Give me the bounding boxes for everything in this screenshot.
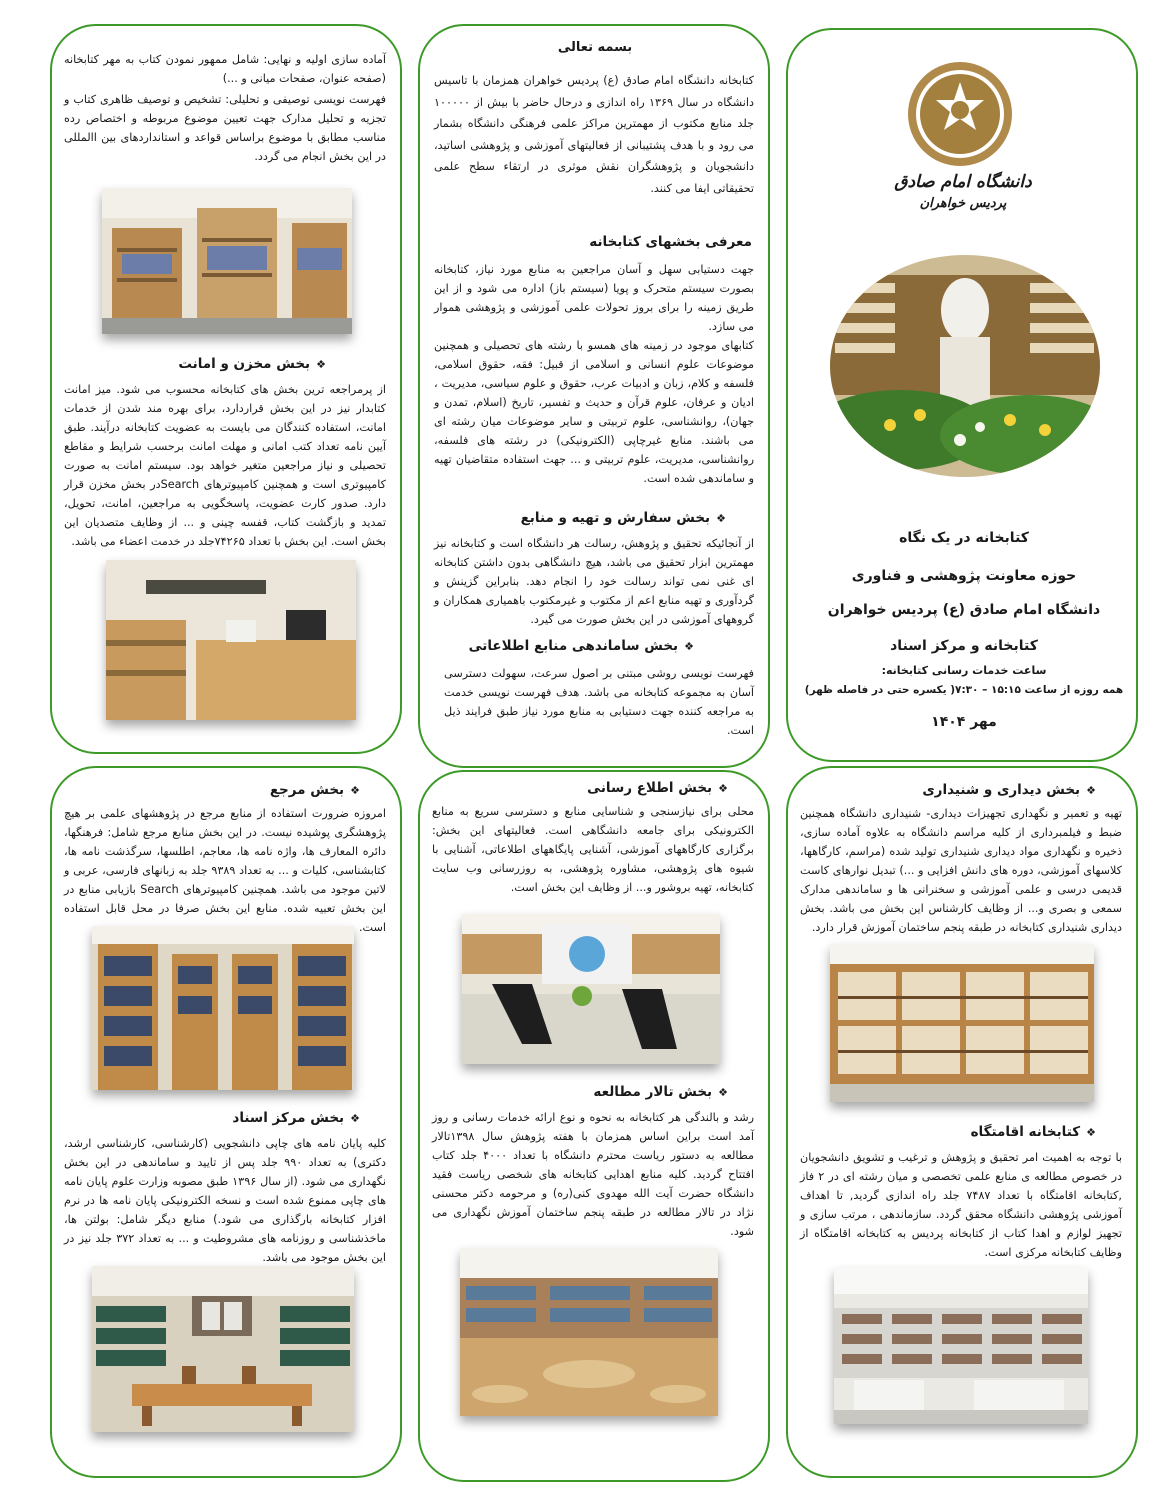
university-logo [906, 60, 1014, 168]
hours-text: همه روزه از ساعت ۱۵:۱۵ – ۷:۳۰( یکسره حتی در فاصله ظهر) [804, 684, 1124, 696]
dorm-text: با توجه به اهمیت امر تحقیق و پژوهش و ترغیب و تشویق دانشجویان در خصوص مطالعه ی منابع علمی تخصصی و میان رشته ای در ۲ فاز ,کتابخانه اقامتگاه با تعداد ۷۴۸۷ جلد راه اندازی گردید, تا اهداف آموزشی پژوهشی دانشگاه محقق گردد. سازماندهی ، مرتب سازی و تجهیز لوازم و اهدا کتاب از کتابخانه پردیس به کتابخانه اقامتگاه از وظایف کتابخانه مرکزی است. [800, 1151, 1122, 1259]
panel-av [786, 766, 1138, 1478]
intro-text: کتابخانه دانشگاه امام صادق (ع) پردیس خواهران همزمان با تاسیس دانشگاه در سال ۱۳۶۹ راه اندازی و درحال حاضر با بیش از ۱۰۰۰۰۰ جلد منابع مکتوب از مهمترین مراکز علمی فرهنگی دانشگاه بشمار می رود و با هدف پشتیبانی از فعالیتهای آموزشی و پژوهشی اساتید، دانشجویان و پژوهشگران نقش موثری در ارتقاء سطح علمی تحقیقاتی ایفا می کنند. [434, 74, 754, 195]
panel-reference [50, 766, 402, 1478]
logo-script-campus: پردیس خواهران [919, 196, 1007, 211]
diamond-bullet-icon: ❖ [350, 1112, 360, 1125]
stacks-photo [102, 188, 352, 334]
logo-script-name: دانشگاه امام صادق [894, 172, 1032, 192]
sections-text-2: کتابهای موجود در زمینه های همسو با رشته های تحصیلی و همچنین موضوعات علوم انسانی و اسلامی از قبیل: فقه، حقوق اسلامی، فلسفه و کلام، زبان و ادبیات عرب، حقوق و علوم سیاسی، مدیریت ، ادیان و عرفان، علوم قرآن و حدیث و تفسیر، تاریخ (اسلام، تمدن و جهان)، روانشناسی، علوم تربیتی و سایر موضوعات میان رشته ای می باشند. منابع غیرچاپی (الکترونیکی) در رشته های فلسفه، روانشناسی، مدیریت، علوم تربیتی و ... جهت استفاده متقاضیان تهیه و ساماندهی شده است. [434, 339, 754, 485]
info-text: محلی برای نیازسنجی و شناسایی منابع و دسترسی سریع به منابع الکترونیکی برای جامعه دانشگاهی است. فعالیتهای این بخش: برگزاری کارگاههای آموزشی، آشنایی پایگاههای اطلاعاتی، آشنایی با شیوه های پژوهشی، مشاوره پژوهشی، به روزرسانی وب سایت کتابخانه، تهیه بروشور و... از وظایف این بخش است. [432, 805, 754, 894]
panel-storage [50, 24, 402, 754]
reading-hall-photo [460, 1248, 718, 1416]
documents-room-photo [92, 1266, 354, 1432]
circulation-desk-photo [106, 560, 356, 720]
reference-heading: ❖بخش مرجع [269, 782, 360, 798]
cover-date: مهر ۱۴۰۴ [931, 714, 997, 730]
diamond-bullet-icon: ❖ [718, 1086, 728, 1099]
diamond-bullet-icon: ❖ [718, 782, 728, 795]
diamond-bullet-icon: ❖ [350, 784, 360, 797]
av-text: تهیه و تعمیر و نگهداری تجهیزات دیداری- شنیداری دانشگاه همچنین ضبط و فیلمبرداری از کلیه مراسم دانشگاه به علاوه آماده سازی، ذخیره و نگهداری مواد دیداری شنیداری تولید شده (مراسم، کارگاهها، کلاسهای آموزشی، دوره های دانش افزایی و ...) تبدیل نوارهای کاست قدیمی درسی و علمی آموزشی و سخنرانی ها و ساماندهی مدارک سمعی و بصری و... از وظایف کارشناس این بخش می باشد. بخش دیداری شنیداری کتابخانه در طبقه پنجم ساختمان آموزش قرار دارد. [800, 807, 1122, 934]
info-computers-photo [462, 914, 720, 1064]
library-bust-photo [830, 255, 1100, 477]
panel-cover [786, 28, 1138, 762]
diamond-bullet-icon: ❖ [1086, 784, 1096, 797]
order-text: از آنجائیکه تحقیق و پژوهش، رسالت هر دانشگاه است و کتابخانه نیز مهمترین ابزار تحقیق می باشد، هیچ دانشگاهی بدون داشتن کتابخانه ای غنی نمی تواند رسالت خود را انجام دهد. بنابراین گزینش و گردآوری و تهیه منابع اعم از مکتوب و غیرمکتوب باهمیاری همکاران و گروههای آموزشی در این بخش صورت می گیرد. [434, 537, 754, 626]
hall-text: رشد و بالندگی هر کتابخانه به نحوه و نوع ارائه خدمات رسانی و روز آمد است براین اساس همزمان با هفته پژوهش سال ۱۳۹۸تالار مطالعه به دستور ریاست محترم دانشگاه با تعداد ۴۰۰۰ جلد کتاب افتتاح گردید. کلیه منابع اهدایی کتابخانه های شخصی ریاست فقید دانشگاه حضرت آیت الله مهدوی کنی(ره) و مرحومه دکتر محسنی نژاد در تالار مطالعه در طبقه پنجم ساختمان آموزش نگهداری می شود. [432, 1111, 754, 1238]
diamond-bullet-icon: ❖ [716, 512, 726, 525]
catalog-text: فهرست نویسی توصیفی و تحلیلی: تشخیص و توصیف ظاهری کتاب و تجزیه و تحلیل مدارک جهت تعیین موضوع مربوطه و اختصاص رده مناسب مطابق با موضوع براساس قواعد و استانداردهای بین االمللی در این بخش انجام می گردد. [64, 93, 386, 163]
cover-title-3: دانشگاه امام صادق (ع) پردیس خواهران [827, 602, 1101, 618]
storage-text: از پرمراجعه ترین بخش های کتابخانه محسوب می شود. میز امانت کتابدار نیز در این بخش قراردارد، برای بهره مند شدن از خدمات امانت، استفاده کنندگان می بایست به عضویت کتابخانه درآیند. طبق آیین نامه تعداد کتب امانی و مهلت امانت برحسب شرایط و مقاطع تحصیلی و نیاز مراجعین متغیر خواهد بود. سیستم امانت به صورت کامپیوتری است و همچنین کامپیوترهای Searchدر بخش مخزن قرار دارد. صدور کارت عضویت، پاسخگویی به مراجعین، امانت، تحویل، تمدید و بازگشت کتاب، قفسه چینی و ... از وظایف متصدیان این بخش است. این بخش با تعداد ۷۴۲۶۵جلد در خدمت اعضاء می باشد. [64, 383, 386, 548]
sections-heading: معرفی بخشهای کتابخانه [589, 234, 752, 250]
cover-title-2: حوزه معاونت پژوهشی و فناوری [851, 568, 1077, 584]
info-heading: ❖بخش اطلاع رسانی [587, 780, 728, 796]
basmala: بسمه تعالی [557, 40, 633, 55]
av-heading: ❖بخش دیداری و شنیداری [922, 782, 1096, 798]
diamond-bullet-icon: ❖ [316, 358, 326, 371]
order-heading: ❖بخش سفارش و تهیه و منابع [520, 510, 726, 526]
organize-text: فهرست نویسی روشی مبتنی بر اصول سرعت، سهولت دسترسی آسان به مجموعه کتابخانه می باشد. هدف فهرست نویسی خدمت به مراجعه کننده جهت دستیابی به منابع مورد نیاز طبق فرایند ذیل است. [444, 667, 754, 737]
hall-heading: ❖بخش تالار مطالعه [593, 1084, 728, 1100]
cover-title-1: کتابخانه در یک نگاه [899, 530, 1029, 546]
organize-heading: ❖بخش ساماندهی منابع اطلاعاتی [468, 638, 694, 654]
storage-heading: ❖بخش مخزن و امانت [178, 356, 326, 372]
cover-title-4: کتابخانه و مرکز اسناد [890, 638, 1038, 654]
diamond-bullet-icon: ❖ [684, 640, 694, 653]
dorm-library-photo [834, 1268, 1088, 1424]
reference-text: امروزه ضرورت استفاده از منابع مرجع در پژوهشهای علمی بر هیچ پژوهشگری پوشیده نیست. در این بخش منابع مرجع شامل: فرهنگها، دائره المعارف ها، واژه نامه ها، معاجم، اطلسها، سرگذشت نامه ها، کتابشناسی، کلیات و ... به تعداد ۹۳۸۹ جلد به زبانهای فارسی، عربی و لاتین موجود می باشد. همچنین کامپیوترهای Search بازیابی منابع در این بخش تعبیه شده. منابع این بخش صرفا در محل قابل استفاده است. [64, 807, 386, 934]
documents-heading: ❖بخش مرکز اسناد [232, 1110, 360, 1126]
sections-text-1: جهت دستیابی سهل و آسان مراجعین به منابع مورد نیاز، کتابخانه بصورت سیستم متحرک و پویا (سیستم باز) اداره می شود و از این طریق زمینه را برای بروز تحولات علمی آموزشی و پژوهشی هموار می سازد. [434, 263, 754, 333]
panel-intro [418, 24, 770, 768]
reference-stacks-photo [92, 926, 354, 1090]
documents-text: کلیه پایان نامه های چاپی دانشجویی (کارشناسی، کارشناسی ارشد، دکتری) به تعداد ۹۹۰ جلد پس از تایید و ساماندهی در این بخش نگهداری می شود. (از سال ۱۳۹۶ طبق مصوبه وزارت علوم پایان نامه های چاپی ممنوع شده است و نسخه الکترونیکی پایان نامه ها در نرم افزار کتابخانه بارگذاری می شود.) منابع دیگر شامل: بولتن ها، ماخذشناسی و روزنامه های مشروطیت و ... به تعداد ۳۷۲ جلد نیز در این بخش موجود می باشد. [64, 1137, 386, 1264]
panel-info [418, 770, 770, 1482]
diamond-bullet-icon: ❖ [1086, 1126, 1096, 1139]
prep-text: آماده سازی اولیه و نهایی: شامل ممهور نمودن کتاب به مهر کتابخانه (صفحه عنوان، صفحات میانی و ...) [64, 53, 386, 85]
av-shelves-photo [830, 944, 1094, 1102]
dorm-heading: ❖کتابخانه اقامتگاه [970, 1124, 1096, 1140]
hours-label: ساعت خدمات رسانی کتابخانه: [881, 664, 1047, 677]
